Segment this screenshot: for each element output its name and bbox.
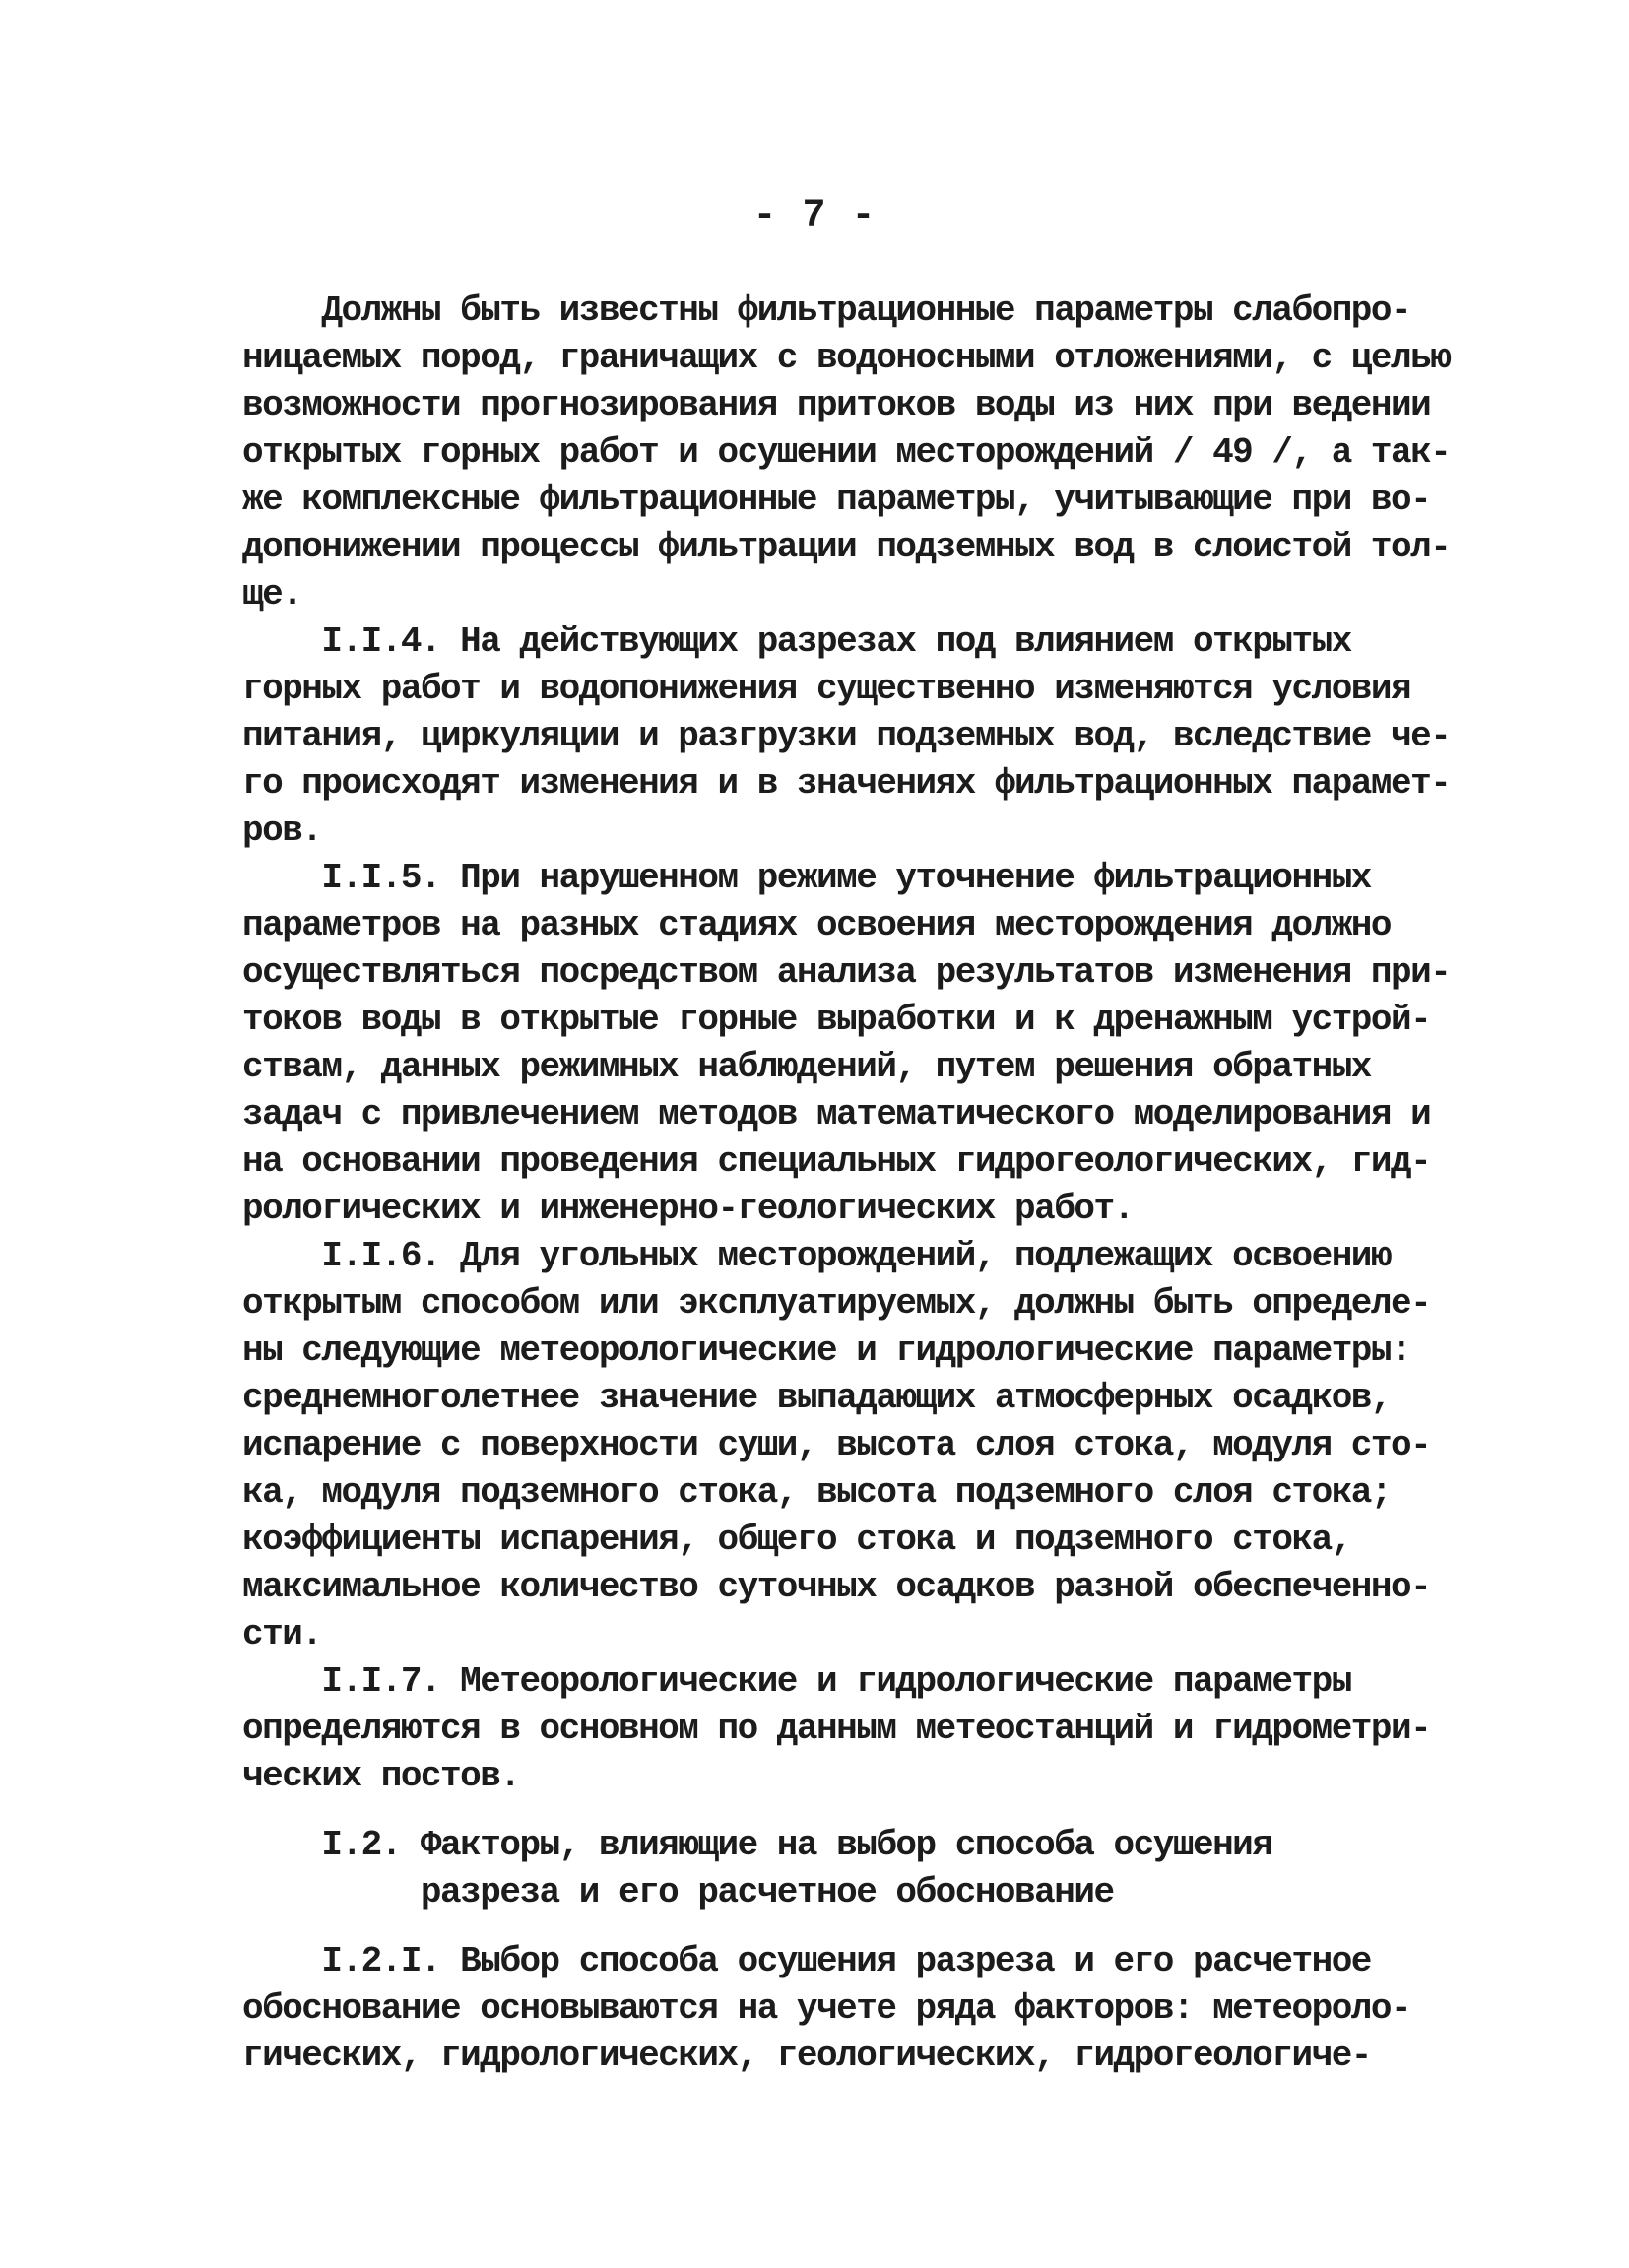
text-line: I.I.4. На действующих разрезах под влиянием открытых [242, 621, 1351, 662]
section-heading: I.2. Факторы, влияющие на выбор способа осушения [242, 1825, 1272, 1865]
text-line: сти. [242, 1614, 322, 1654]
text-line: I.I.5. При нарушенном режиме уточнение фильтрационных [242, 858, 1371, 898]
text-line: коэффициенты испарения, общего стока и подземного стока, [242, 1520, 1351, 1560]
text-line: осуществляться посредством анализа результатов изменения при- [242, 952, 1451, 993]
text-line: максимальное количество суточных осадков разной обеспеченно- [242, 1567, 1431, 1607]
text-line: возможности прогнозирования притоков воды из них при ведении [242, 385, 1431, 425]
text-line: же комплексные фильтрационные параметры, учитывающие при во- [242, 480, 1431, 520]
text-line: питания, циркуляции и разгрузки подземных вод, вследствие че- [242, 716, 1451, 756]
text-line: ствам, данных режимных наблюдений, путем решения обратных [242, 1047, 1371, 1087]
text-line: ческих постов. [242, 1756, 520, 1796]
text-line: обоснование основываются на учете ряда факторов: метеороло- [242, 1988, 1411, 2029]
text-line: I.I.7. Метеорологические и гидрологические параметры [242, 1661, 1351, 1702]
text-line: горных работ и водопонижения существенно изменяются условия [242, 669, 1411, 709]
text-line: гических, гидрологических, геологических, гидрогеологиче- [242, 2036, 1371, 2076]
text-line: испарение с поверхности суши, высота слоя стока, модуля сто- [242, 1425, 1431, 1465]
text-line: рологических и инженерно-геологических работ. [242, 1189, 1134, 1229]
text-line: го происходят изменения и в значениях фильтрационных парамет- [242, 763, 1451, 804]
text-line: ницаемых пород, граничащих с водоносными отложениями, с целью [242, 338, 1451, 378]
section-heading: разреза и его расчетное обоснование [242, 1872, 1114, 1912]
text-line: параметров на разных стадиях освоения месторождения должно [242, 905, 1392, 945]
text-line: открытым способом или эксплуатируемых, должны быть определе- [242, 1283, 1431, 1324]
text-line: ров. [242, 810, 322, 851]
text-line: ны следующие метеорологические и гидрологические параметры: [242, 1330, 1411, 1371]
text-line: I.I.6. Для угольных месторождений, подлежащих освоению [242, 1236, 1392, 1276]
text-line: токов воды в открытые горные выработки и к дренажным устрой- [242, 1000, 1431, 1040]
text-line: определяются в основном по данным метеостанций и гидрометри- [242, 1709, 1431, 1749]
text-line: допонижении процессы фильтрации подземных вод в слоистой тол- [242, 527, 1451, 567]
text-line: Должны быть известны фильтрационные параметры слабопро- [242, 291, 1411, 331]
text-line: ка, модуля подземного стока, высота подземного слоя стока; [242, 1472, 1392, 1513]
text-line: I.2.I. Выбор способа осушения разреза и его расчетное [242, 1941, 1371, 1981]
text-line: среднемноголетнее значение выпадающих атмосферных осадков, [242, 1378, 1392, 1418]
page-number: - 7 - [752, 194, 877, 238]
text-line: задач с привлечением методов математического моделирования и [242, 1094, 1431, 1134]
text-line: на основании проведения специальных гидрогеологических, гид- [242, 1141, 1431, 1182]
text-line: открытых горных работ и осушении месторождений / 49 /, а так- [242, 432, 1451, 473]
text-line: ще. [242, 574, 302, 615]
